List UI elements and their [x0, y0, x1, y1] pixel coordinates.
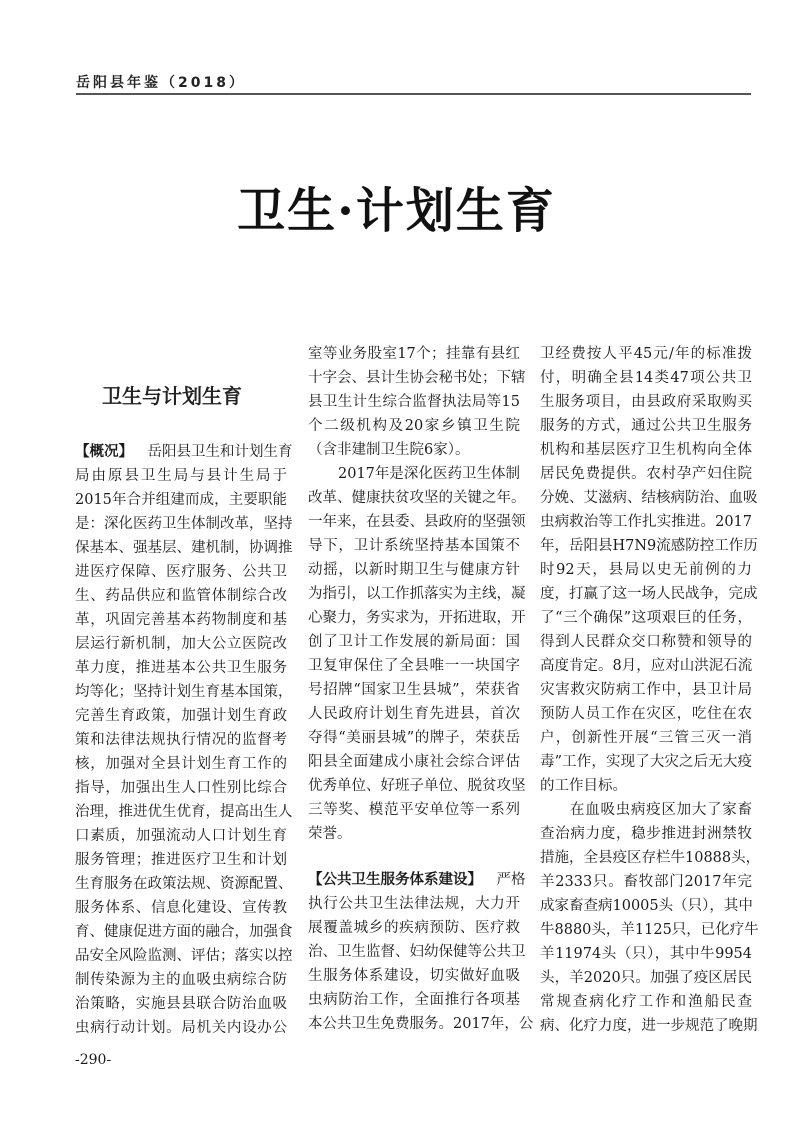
line-text: 度，打赢了这一场人民战争，完成 [540, 586, 758, 602]
text-line [540, 462, 752, 486]
line-text: 预防人员工作在灾区，吃住在农 [540, 706, 752, 722]
line-text: 严格 [496, 872, 526, 888]
text-line [540, 1014, 758, 1038]
line-text: 户，创新性开展“三管三灭一消 [540, 730, 752, 746]
text-line [308, 558, 520, 582]
text-line [308, 606, 526, 630]
text-line [308, 988, 520, 1012]
line-text: 保基本、强基层、建机制，协调推 [75, 540, 293, 556]
line-text: 羊2333只。畜牧部门2017年完 [540, 874, 752, 890]
text-line [540, 678, 752, 702]
line-text: 常规查病化疗工作和渔船民查 [540, 994, 752, 1010]
line-text: 局由原县卫生局与县计生局于 [75, 468, 287, 484]
line-text: 服务的方式，通过公共卫生服务 [540, 418, 752, 434]
line-text: 革，巩固完善基本药物制度和基 [75, 612, 287, 628]
text-line [75, 920, 293, 944]
line-text: 在血吸虫病疫区加大了家畜 [570, 802, 752, 818]
line-text: 高度肯定。8月，应对山洪泥石流 [540, 658, 753, 674]
running-head: 岳阳县年鉴（2018） [76, 75, 246, 91]
text-column-3 [540, 342, 761, 1038]
line-text: 时92天，县局以史无前例的力 [540, 562, 752, 578]
text-line [540, 438, 752, 462]
text-line [75, 848, 287, 872]
text-line [540, 342, 752, 366]
line-text: 年，岳阳县H7N9流感防控工作历 [540, 538, 758, 554]
line-text: 付，明确全县14类47项公共卫 [540, 370, 752, 386]
text-line [308, 774, 526, 798]
text-line [540, 630, 752, 654]
text-line [540, 606, 752, 630]
line-text: 为指引，以工作抓落实为主线，凝 [308, 586, 526, 602]
text-line [540, 582, 758, 606]
line-text: 三等奖、模范平安单位等一系列 [308, 802, 520, 818]
text-line [540, 942, 752, 966]
text-line [75, 512, 293, 536]
line-text: 室等业务股室17个；挂靠有县红 [308, 346, 520, 362]
line-text: 指导，加强出生人口性别比综合 [75, 780, 287, 796]
header-rule [76, 93, 751, 95]
line-text: 查治病力度，稳步推进封洲禁牧 [540, 826, 752, 842]
line-text: （含非建制卫生院6家）。 [308, 442, 470, 458]
line-text: 荣誉。 [308, 826, 352, 842]
line-text: 策和法律法规执行情况的监督考 [75, 732, 287, 748]
text-line [75, 488, 287, 512]
text-line [308, 582, 526, 606]
line-text: 服务管理；推进医疗卫生和计划 [75, 852, 287, 868]
line-text: 分娩、艾滋病、结核病防治、血吸 [540, 490, 758, 506]
text-line [308, 892, 520, 916]
text-line [540, 390, 752, 414]
text-line [540, 414, 752, 438]
text-line [540, 774, 752, 798]
text-line [75, 728, 287, 752]
line-text: 阳县全面建成小康社会综合评估 [308, 754, 520, 770]
text-line [308, 1012, 534, 1036]
line-text: 成家畜查病10005头（只），其中 [540, 898, 753, 914]
line-text: 本公共卫生免费服务。2017年，公 [308, 1016, 534, 1032]
text-line [308, 486, 526, 510]
text-line [540, 894, 752, 918]
line-text: 心聚力，务实求为，开拓进取，开 [308, 610, 526, 626]
text-line [75, 584, 287, 608]
line-text: 虫病救治等工作扎实推进。2017 [540, 514, 752, 530]
line-text: 生、药品供应和监管体制综合改 [75, 588, 287, 604]
line-text: 进医疗保障、医疗服务、公共卫 [75, 564, 287, 580]
line-text: 卫经费按人平45元/年的标准拨 [540, 346, 752, 362]
text-line [75, 632, 287, 656]
text-column-1 [75, 440, 293, 1040]
text-line [308, 678, 520, 702]
text-line [540, 654, 752, 678]
line-text: 卫复审保住了全县唯一一块国字 [308, 658, 520, 674]
text-line [75, 464, 287, 488]
line-text: 完善生育政策，加强计划生育政 [75, 708, 287, 724]
page-number: -290- [75, 1052, 112, 1068]
text-line [75, 968, 287, 992]
text-line [308, 868, 526, 892]
line-text: 革力度，推进基本公共卫生服务 [75, 660, 287, 676]
line-text: 动摇，以新时期卫生与健康方针 [308, 562, 520, 578]
paragraph-heading: 【概况】 [75, 444, 133, 460]
line-text: 服务体系、信息化建设、宣传教 [75, 900, 287, 916]
paragraph-heading: 【公共卫生服务体系建设】 [308, 872, 482, 888]
text-line [75, 536, 293, 560]
text-line [540, 822, 752, 846]
line-text: 育、健康促进方面的融合，加强食 [75, 924, 293, 940]
line-text: 口素质，加强流动人口计划生育 [75, 828, 287, 844]
text-line [540, 798, 752, 822]
text-line [540, 534, 758, 558]
text-line [75, 704, 287, 728]
text-line [308, 390, 520, 414]
text-line [75, 944, 293, 968]
line-text: 虫病防治工作，全面推行各项基 [308, 992, 520, 1008]
line-text: 居民免费提供。农村孕产妇住院 [540, 466, 752, 482]
text-line [308, 630, 520, 654]
line-text: 个二级机构及20家乡镇卫生院 [308, 418, 520, 434]
line-text: 生育服务在政策法规、资源配置、 [75, 876, 293, 892]
text-line [308, 414, 520, 438]
text-line [75, 1016, 287, 1040]
text-line [75, 440, 293, 464]
line-text: 机构和基层医疗卫生机构向全体 [540, 442, 752, 458]
text-line [540, 558, 752, 582]
text-line [308, 940, 526, 964]
text-line [75, 824, 287, 848]
line-text: 的工作目标。 [540, 778, 627, 794]
text-line [75, 776, 287, 800]
line-text: 头，羊2020只。加强了疫区居民 [540, 970, 752, 986]
text-line [540, 918, 759, 942]
text-line [75, 896, 287, 920]
text-line [308, 654, 520, 678]
line-text: 羊11974头（只），其中牛9954 [540, 946, 752, 962]
text-line [75, 800, 293, 824]
text-line [308, 438, 520, 462]
chapter-title: 卫生·计划生育 [237, 183, 556, 239]
text-line [308, 964, 520, 988]
text-line [308, 342, 520, 366]
line-text: 岳阳县卫生和计划生育 [147, 444, 293, 460]
line-text: 人民政府计划生育先进县，首次 [308, 706, 520, 722]
line-text: 号招牌“国家卫生县城”，荣获省 [308, 682, 520, 698]
line-text: 2015年合并组建而成，主要职能 [75, 492, 287, 508]
text-line [308, 822, 520, 846]
line-text: 治理，推进优生优育，提高出生人 [75, 804, 293, 820]
line-text: 虫病行动计划。局机关内设办公 [75, 1020, 287, 1036]
section-title: 卫生与计划生育 [102, 384, 242, 408]
text-line [540, 510, 752, 534]
text-line [308, 702, 520, 726]
text-line [75, 872, 293, 896]
text-line [540, 966, 752, 990]
line-text: 生服务体系建设，切实做好血吸 [308, 968, 520, 984]
line-text: 改革、健康扶贫攻坚的关键之年。 [308, 490, 526, 506]
line-text: 核，加强对全县计划生育工作的 [75, 756, 287, 772]
text-line [308, 916, 520, 940]
text-line [308, 366, 526, 390]
text-line [308, 510, 526, 534]
text-column-2 [308, 342, 534, 1036]
text-line [540, 990, 752, 1014]
text-line [308, 534, 520, 558]
text-line [308, 750, 520, 774]
line-text: 制传染源为主的血吸虫病综合防 [75, 972, 287, 988]
line-text: 一年来，在县委、县政府的坚强领 [308, 514, 526, 530]
text-line [540, 846, 761, 870]
text-line [75, 656, 287, 680]
text-line [75, 608, 287, 632]
text-line [540, 726, 752, 750]
text-line [308, 798, 520, 822]
line-text: 牛8880头，羊1125只，已化疗牛 [540, 922, 759, 938]
line-text: 治、卫生监督、妇幼保健等公共卫 [308, 944, 526, 960]
line-text: 创了卫计工作发展的新局面：国 [308, 634, 520, 650]
line-text: 层运行新机制，加大公立医院改 [75, 636, 287, 652]
text-line [75, 992, 287, 1016]
line-text: 生服务项目，由县政府采取购买 [540, 394, 752, 410]
text-line [75, 752, 287, 776]
text-line [75, 560, 287, 584]
line-text: 了“三个确保”这项艰巨的任务， [540, 610, 752, 626]
line-text: 措施，全县疫区存栏牛10888头， [540, 850, 761, 866]
line-text: 导下，卫计系统坚持基本国策不 [308, 538, 520, 554]
line-text: 品安全风险监测、评估；落实以控 [75, 948, 293, 964]
line-text: 十字会、县计生协会秘书处；下辖 [308, 370, 526, 386]
line-text: 灾害救灾防病工作中，县卫计局 [540, 682, 752, 698]
text-line [308, 726, 520, 750]
text-line [540, 702, 752, 726]
text-line [75, 680, 293, 704]
text-line [540, 486, 758, 510]
line-text: 县卫生计生综合监督执法局等15 [308, 394, 520, 410]
text-line [540, 750, 752, 774]
line-text: 2017年是深化医药卫生体制 [338, 466, 520, 482]
line-text: 夺得“美丽县城”的牌子，荣获岳 [308, 730, 520, 746]
line-text: 展覆盖城乡的疾病预防、医疗救 [308, 920, 520, 936]
line-text: 病、化疗力度，进一步规范了晚期 [540, 1018, 758, 1034]
text-line [540, 366, 752, 390]
line-text: 优秀单位、好班子单位、脱贫攻坚 [308, 778, 526, 794]
line-text: 治策略，实施县县联合防治血吸 [75, 996, 287, 1012]
line-text: 得到人民群众交口称赞和领导的 [540, 634, 752, 650]
line-text: 毒”工作，实现了大灾之后无大疫 [540, 754, 752, 770]
text-line [308, 462, 520, 486]
line-text: 是：深化医药卫生体制改革，坚持 [75, 516, 293, 532]
text-line [540, 870, 752, 894]
line-text: 均等化；坚持计划生育基本国策， [75, 684, 293, 700]
line-text: 执行公共卫生法律法规，大力开 [308, 896, 520, 912]
